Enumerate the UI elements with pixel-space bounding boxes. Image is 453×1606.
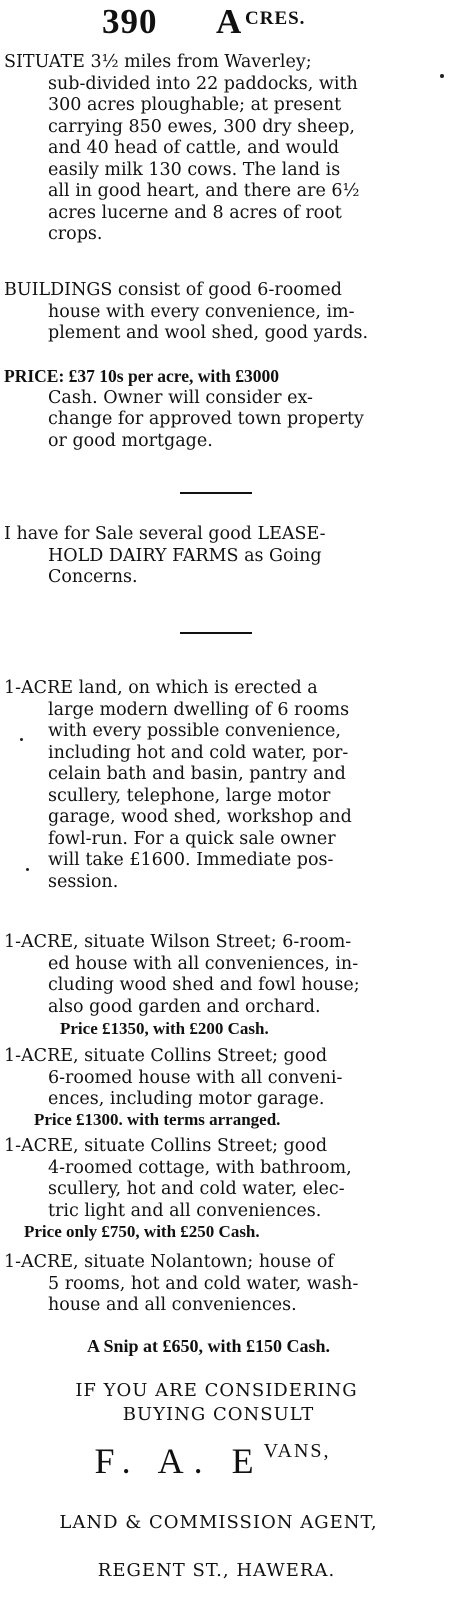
acre-3-price: Price £1300. with terms arranged. xyxy=(34,1110,281,1129)
ink-speck xyxy=(440,74,444,78)
consult-line-1: IF YOU ARE CONSIDERING xyxy=(75,1380,358,1401)
agent-initial-f: F. xyxy=(94,1441,141,1481)
acre-listing-3 xyxy=(4,1046,424,1111)
text-line: ences, including motor garage. xyxy=(48,1089,325,1109)
ink-speck xyxy=(20,738,23,741)
section-divider xyxy=(180,492,252,494)
text-line: and 40 head of cattle, and would xyxy=(48,138,340,158)
agent-address: REGENT ST., HAWERA. xyxy=(97,1560,336,1581)
text-line: session. xyxy=(48,871,119,892)
acre-2-price: Price £1350, with £200 Cash. xyxy=(60,1019,269,1038)
agent-surname-rest: VANS, xyxy=(263,1440,331,1462)
text-line: scullery, telephone, large motor xyxy=(48,785,331,806)
text-line: 1-ACRE, situate Collins Street; good xyxy=(4,1046,328,1066)
text-line: scullery, hot and cold water, elec- xyxy=(48,1179,345,1199)
text-line: 4-roomed cottage, with bathroom, xyxy=(48,1157,352,1178)
text-line: cluding wood shed and fowl house; xyxy=(48,975,360,995)
buildings-description xyxy=(4,280,424,345)
agent-name xyxy=(0,1440,439,1482)
text-line: acres lucerne and 8 acres of root xyxy=(48,202,342,223)
acre-listing-1 xyxy=(4,678,424,893)
text-line: Cash. Owner will consider ex- xyxy=(48,387,313,408)
text-line: HOLD DAIRY FARMS as Going xyxy=(48,545,322,566)
section-divider xyxy=(180,632,252,634)
text-line: change for approved town property xyxy=(48,409,364,429)
text-line: 1-ACRE land, on which is erected a xyxy=(4,678,318,698)
text-line: large modern dwelling of 6 rooms xyxy=(48,699,350,720)
text-line: garage, wood shed, workshop and xyxy=(48,807,352,827)
text-line: also good garden and orchard. xyxy=(48,996,321,1017)
acre-4-price: Price only £750, with £250 Cash. xyxy=(24,1222,260,1241)
headline-acreage: 390 xyxy=(102,2,158,41)
headline-initial: A xyxy=(216,2,242,41)
acre-listing-2 xyxy=(4,932,424,1018)
leasehold-farms xyxy=(4,524,424,589)
text-line: sub-divided into 22 paddocks, with xyxy=(48,73,358,94)
text-line: ed house with all conveniences, in- xyxy=(48,953,359,974)
text-line: including hot and cold water, por- xyxy=(48,742,349,763)
text-line: 1-ACRE, situate Nolantown; house of xyxy=(4,1252,334,1272)
text-line: with every possible convenience, xyxy=(48,721,341,741)
text-line: all in good heart, and there are 6½ xyxy=(48,181,360,201)
text-line: celain bath and basin, pantry and xyxy=(48,764,346,784)
acre-listing-4 xyxy=(4,1136,424,1222)
text-line: Concerns. xyxy=(48,567,138,587)
text-line: 1-ACRE, situate Wilson Street; 6-room- xyxy=(4,932,352,952)
text-line: 1-ACRE, situate Collins Street; good xyxy=(4,1136,328,1156)
text-line: tric light and all conveniences. xyxy=(48,1200,322,1221)
text-line: 5 rooms, hot and cold water, wash- xyxy=(48,1273,359,1294)
text-line: house with every convenience, im- xyxy=(48,301,355,322)
text-line: BUILDINGS consist of good 6-roomed xyxy=(4,280,342,300)
text-line: SITUATE 3½ miles from Waverley; xyxy=(4,52,312,72)
acre-listing-5 xyxy=(4,1252,424,1317)
text-line: crops. xyxy=(48,224,103,244)
text-line: fowl-run. For a quick sale owner xyxy=(48,828,336,849)
text-line: carrying 850 ewes, 300 dry sheep, xyxy=(48,116,355,137)
text-line: easily milk 130 cows. The land is xyxy=(48,159,341,180)
agent-title: LAND & COMMISSION AGENT, xyxy=(59,1512,378,1533)
agent-initial-a: A. xyxy=(157,1441,213,1481)
headline-rest: CRES. xyxy=(245,8,306,29)
consult-line-2: BUYING CONSULT xyxy=(122,1404,315,1425)
text-line: 300 acres ploughable; at present xyxy=(48,95,342,115)
text-line: will take £1600. Immediate pos- xyxy=(48,850,334,870)
text-line: or good mortgage. xyxy=(48,430,213,451)
ink-speck xyxy=(26,868,29,871)
text-line: plement and wool shed, good yards. xyxy=(48,323,369,343)
text-line: I have for Sale several good LEASE- xyxy=(4,524,326,544)
agent-surname-initial: E xyxy=(231,1441,264,1481)
text-line: house and all conveniences. xyxy=(48,1295,297,1315)
headline xyxy=(0,2,453,44)
bargain-line: A Snip at £650, with £150 Cash. xyxy=(86,1336,331,1356)
farm-description xyxy=(4,52,424,246)
text-line: 6-roomed house with all conveni- xyxy=(48,1067,343,1088)
farm-price xyxy=(4,366,424,452)
price-heading: PRICE: £37 10s per acre, with £3000 xyxy=(4,366,279,386)
